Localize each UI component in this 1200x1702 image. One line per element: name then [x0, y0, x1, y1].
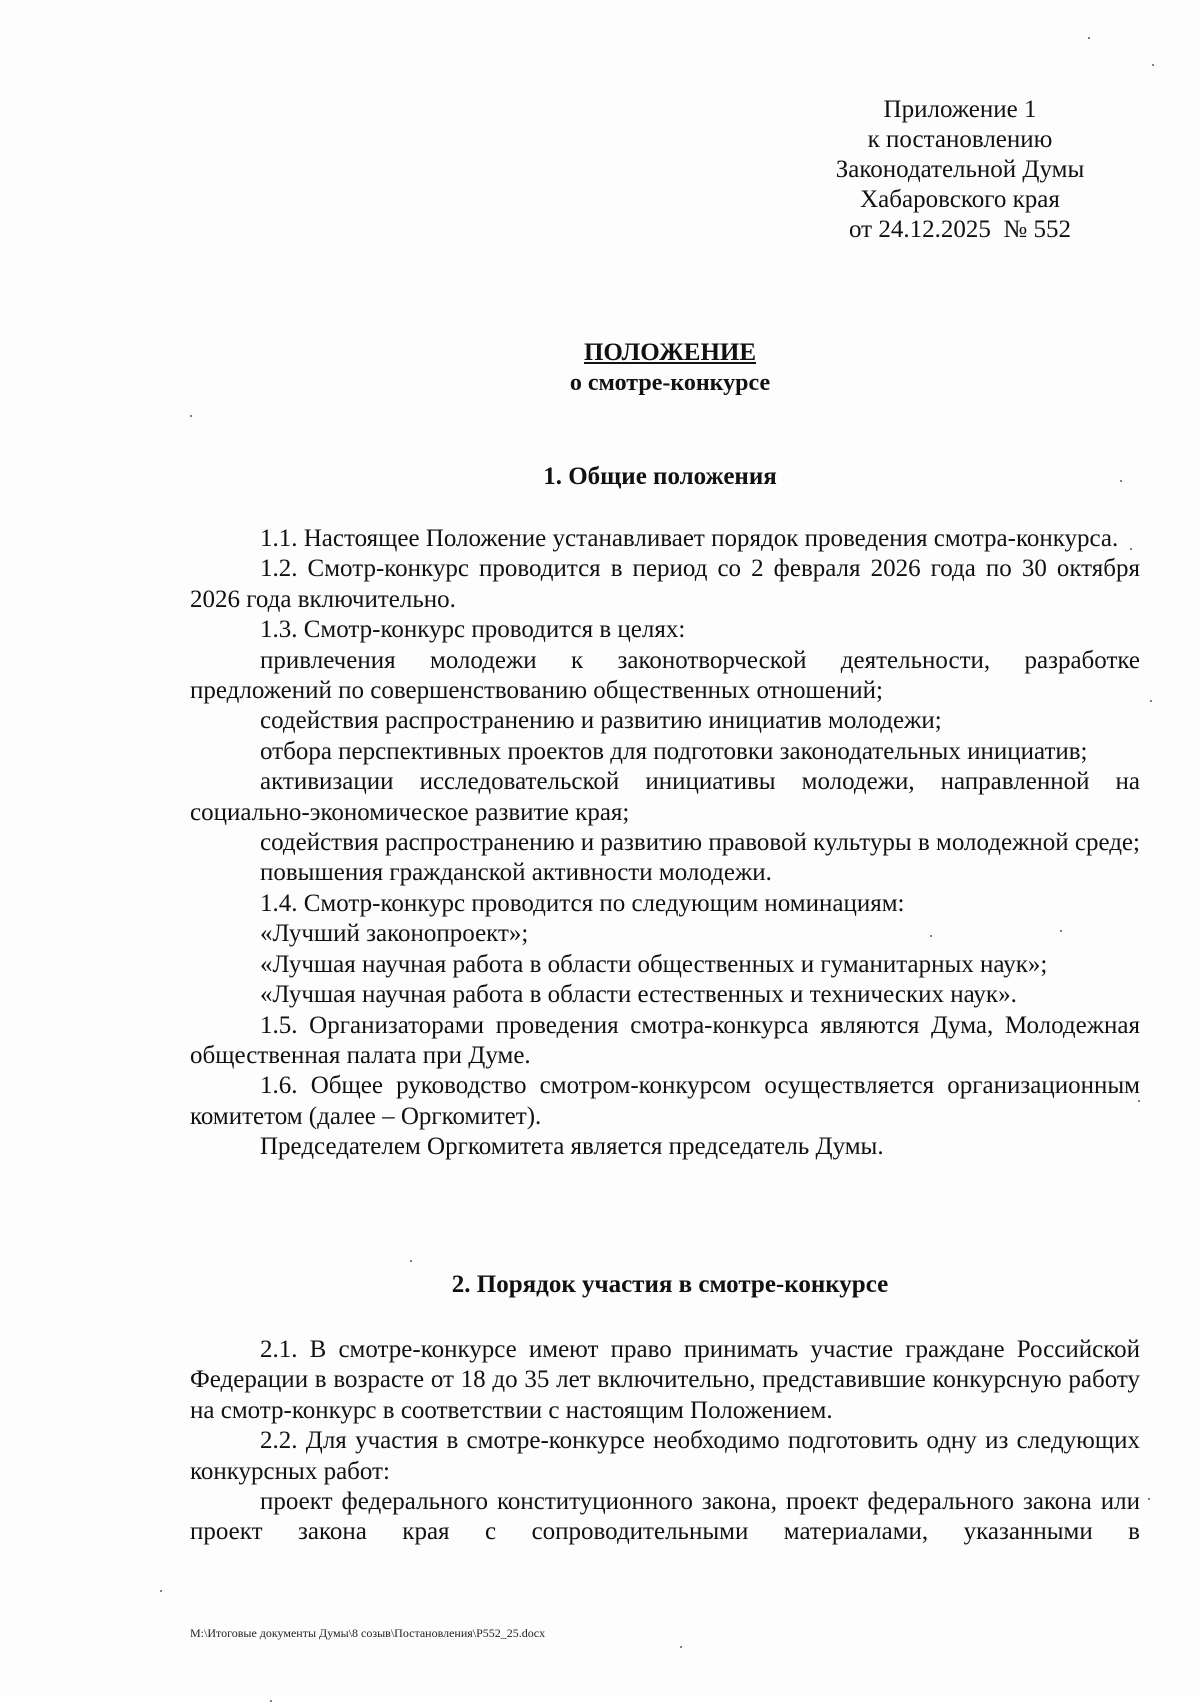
paragraph: содействия распространению и развитию правовой культуры в молодежной среде;: [260, 829, 1140, 857]
scan-speck: [680, 1646, 682, 1648]
paragraph: 2.1. В смотре-конкурсе имеют право принимать участие граждане Российской Федерации в возрасте от 18 до 35 лет включительно, представившие конкурсную работу на смотр-конкурс в соответствии с настоящим Положением.: [190, 1336, 1140, 1424]
appendix-line: Хабаровского края: [860, 186, 1060, 213]
scan-speck: [190, 415, 192, 417]
scan-speck: [160, 1590, 162, 1592]
section-1-body: [190, 524, 1140, 1163]
paragraph: 1.2. Смотр-конкурс проводится в период со 2 февраля 2026 года по 30 октября 2026 года включительно.: [190, 555, 1140, 613]
appendix-header: [830, 95, 1090, 245]
paragraph: отбора перспективных проектов для подготовки законодательных инициатив;: [260, 737, 1088, 765]
title-sub: о смотре-конкурсе: [569, 370, 771, 396]
paragraph: 1.4. Смотр-конкурс проводится по следующим номинациям:: [260, 889, 905, 917]
scan-speck: [1138, 1100, 1140, 1102]
scan-speck: [1150, 700, 1152, 702]
appendix-line: Законодательной Думы: [835, 156, 1085, 183]
paragraph: содействия распространению и развитию инициатив молодежи;: [260, 707, 942, 735]
paragraph: проект федерального конституционного закона, проект федерального закона или проект закона края с сопроводительными материалами, указанными в: [190, 1488, 1140, 1546]
scan-speck: [1060, 930, 1062, 932]
paragraph: «Лучший законопроект»;: [260, 920, 529, 948]
appendix-line: к постановлению: [867, 126, 1053, 153]
paragraph: 2.2. Для участия в смотре-конкурсе необходимо подготовить одну из следующих конкурсных работ:: [190, 1427, 1140, 1485]
scan-speck: [410, 1260, 412, 1262]
scan-speck: [1088, 37, 1090, 39]
paragraph: «Лучшая научная работа в области естественных и технических наук».: [260, 981, 1017, 1009]
scan-speck: [930, 935, 932, 937]
paragraph: активизации исследовательской инициативы молодежи, направленной на социально-экономическое развитие края;: [190, 768, 1140, 826]
scan-speck: [1130, 548, 1132, 550]
document-title: [380, 338, 960, 398]
paragraph: повышения гражданской активности молодежи.: [260, 859, 772, 887]
appendix-date-number: от 24.12.2025 № 552: [849, 216, 1071, 243]
scan-speck: [1120, 480, 1122, 482]
paragraph: 1.1. Настоящее Положение устанавливает порядок проведения смотра-конкурса.: [260, 525, 1119, 552]
paragraph: привлечения молодежи к законотворческой деятельности, разработке предложений по совершенствованию общественных отношений;: [190, 646, 1140, 705]
section-heading-general: 1. Общие положения: [543, 463, 777, 490]
paragraph: «Лучшая научная работа в области общественных и гуманитарных наук»;: [260, 950, 1048, 978]
scan-speck: [1148, 1498, 1150, 1500]
file-path-footer: M:\Итоговые документы Думы\8 созыв\Постановления\P552_25.docx: [190, 1626, 546, 1640]
paragraph: 1.3. Смотр-конкурс проводится в целях:: [260, 616, 686, 644]
title-main: ПОЛОЖЕНИЕ: [583, 339, 757, 366]
appendix-line: Приложение 1: [883, 96, 1037, 123]
paragraph: Председателем Оргкомитета является председатель Думы.: [260, 1133, 884, 1161]
paragraph: 1.6. Общее руководство смотром-конкурсом осуществляется организационным комитетом (далее – Оргкомитет).: [190, 1072, 1140, 1130]
section-heading-participation: 2. Порядок участия в смотре-конкурсе: [451, 1271, 889, 1298]
paragraph: 1.5. Организаторами проведения смотра-конкурса являются Дума, Молодежная общественная палата при Думе.: [190, 1011, 1140, 1069]
scan-speck: [1152, 64, 1154, 66]
section-2-body: [190, 1335, 1140, 1548]
